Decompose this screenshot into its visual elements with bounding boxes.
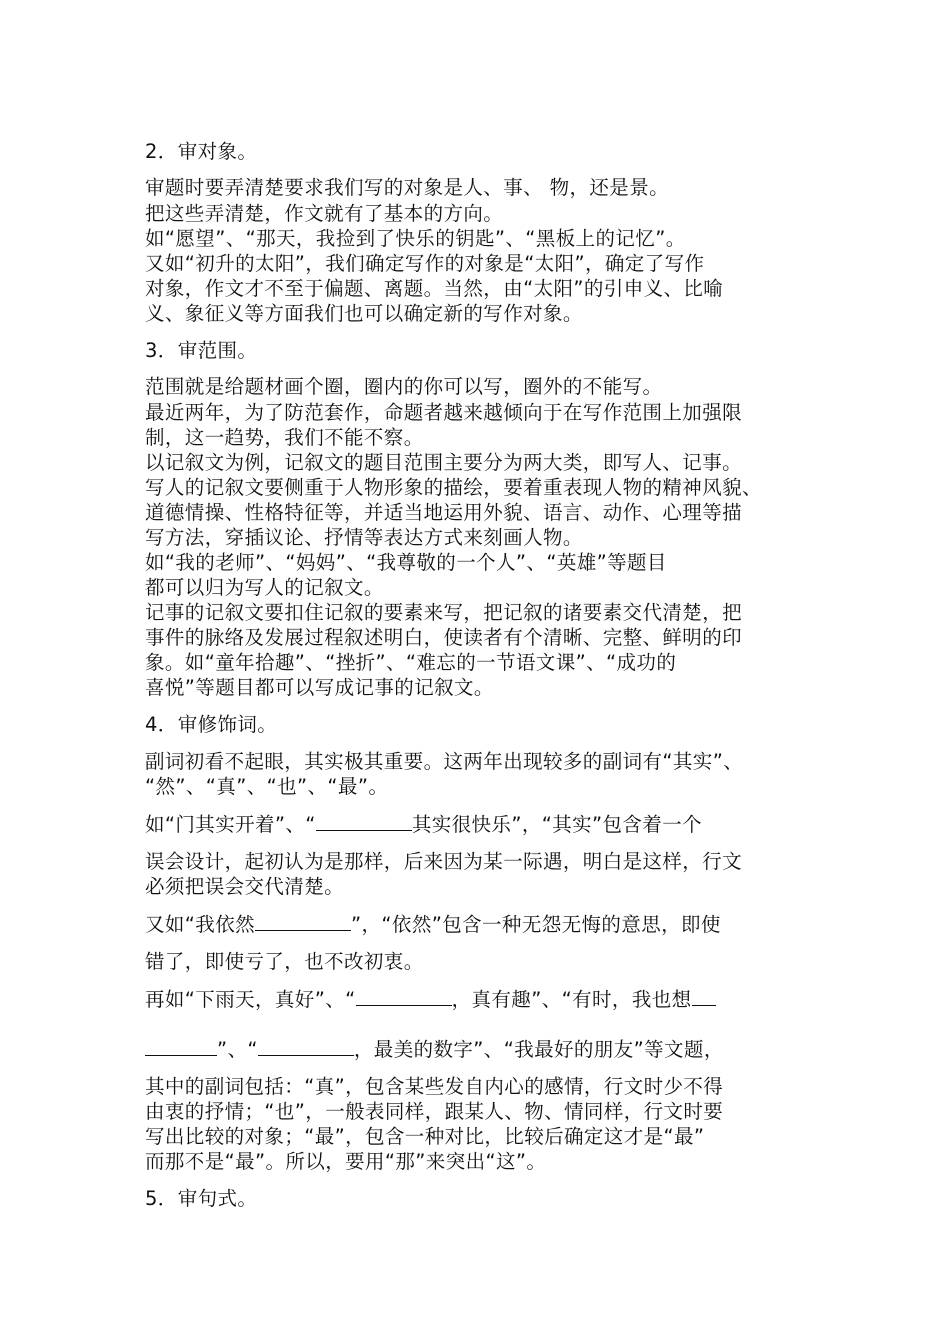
example-text: ”、“: [217, 1038, 258, 1061]
paragraph-line: 而那不是“最”。所以，要用“那”来突出“这”。: [145, 1150, 547, 1173]
paragraph-line: 如“愿望”、“那天，我捡到了快乐的钥匙”、“黑板上的记忆”。: [145, 227, 686, 250]
fill-in-blank: [255, 912, 351, 931]
paragraph-line: 喜悦”等题目都可以写成记事的记叙文。: [145, 676, 494, 699]
example-text: ，最美的数字”、“我最好的朋友”等文题，: [353, 1038, 724, 1061]
paragraph-line: 由衷的抒情；“也”，一般表同样，跟某人、物、情同样，行文时要: [145, 1100, 724, 1123]
example-line-2: [145, 912, 721, 937]
example-line-3: [145, 987, 716, 1012]
paragraph-line: 写方法，穿插议论、抒情等表达方式来刻画人物。: [145, 526, 583, 549]
paragraph-line: 审题时要弄清楚要求我们写的对象是人、事、 物，还是景。: [145, 176, 669, 199]
paragraph-line: 事件的脉络及发展过程叙述明白，使读者有个清晰、完整、鲜明的印: [145, 626, 743, 649]
paragraph-line: 对象，作文才不至于偏题、离题。当然，由“太阳”的引申义、比喻: [145, 277, 724, 300]
paragraph-line: 误会设计，起初认为是那样，后来因为某一际遇，明白是这样，行文: [145, 850, 743, 873]
paragraph-line: 以记叙文为例，记叙文的题目范围主要分为两大类，即写人、记事。: [145, 451, 743, 474]
paragraph-line: 记事的记叙文要扣住记叙的要素来写，把记叙的诸要素交代清楚，把: [145, 601, 743, 624]
paragraph-line: 又如“初升的太阳”，我们确定写作的对象是“太阳”，确定了写作: [145, 252, 705, 275]
paragraph-line: 如“我的老师”、“妈妈”、“我尊敬的一个人”、“英雄”等题目: [145, 551, 667, 574]
paragraph-line: 象。如“童年拾趣”、“挫折”、“难忘的一节语文课”、“成功的: [145, 651, 677, 674]
fill-in-blank: [356, 987, 452, 1006]
paragraph-line: 制，这一趋势，我们不能不察。: [145, 426, 424, 449]
example-line-3b: [145, 1037, 724, 1062]
paragraph-line: 道德情操、性格特征等，并适当地运用外貌、语言、动作、心理等描: [145, 501, 743, 524]
section-heading-2: 2．审对象。: [145, 140, 258, 163]
paragraph-line: “然”、“真”、“也”、“最”。: [145, 775, 389, 798]
paragraph-line: 错了，即使亏了，也不改初衷。: [145, 950, 424, 973]
section-heading-3: 3．审范围。: [145, 339, 258, 362]
paragraph-line: 其中的副词包括：“真”，包含某些发自内心的感情，行文时少不得: [145, 1075, 724, 1098]
paragraph-line: 写人的记叙文要侧重于人物形象的描绘，要着重表现人物的精神风貌、: [145, 476, 762, 499]
paragraph-line: 必须把误会交代清楚。: [145, 875, 345, 898]
paragraph-line: 最近两年，为了防范套作，命题者越来越倾向于在写作范围上加强限: [145, 401, 743, 424]
example-text: ，真有趣”、“有时，我也想: [451, 988, 692, 1011]
example-text: 又如“我依然: [145, 913, 256, 936]
paragraph-line: 副词初看不起眼，其实极其重要。这两年出现较多的副词有“其实”、: [145, 750, 744, 773]
example-text: 其实很快乐”，“其实”包含着一个: [411, 813, 703, 836]
example-text: 再如“下雨天，真好”、“: [145, 988, 356, 1011]
section-heading-4: 4．审修饰词。: [145, 713, 278, 736]
fill-in-blank: [316, 812, 412, 831]
section-heading-5: 5．审句式。: [145, 1187, 258, 1210]
fill-in-blank: [145, 1037, 217, 1056]
example-line-1: [145, 812, 702, 837]
fill-in-blank: [692, 987, 716, 1006]
paragraph-line: 义、象征义等方面我们也可以确定新的写作对象。: [145, 302, 583, 325]
paragraph-line: 把这些弄清楚，作文就有了基本的方向。: [145, 202, 504, 225]
paragraph-line: 都可以归为写人的记叙文。: [145, 576, 384, 599]
paragraph-line: 范围就是给题材画个圈，圈内的你可以写，圈外的不能写。: [145, 375, 663, 398]
fill-in-blank: [258, 1037, 354, 1056]
example-text: 如“门其实开着”、“: [145, 813, 316, 836]
example-text: ”，“依然”包含一种无怨无悔的意思，即使: [351, 913, 721, 936]
paragraph-line: 写出比较的对象；“最”，包含一种对比，比较后确定这才是“最”: [145, 1125, 705, 1148]
